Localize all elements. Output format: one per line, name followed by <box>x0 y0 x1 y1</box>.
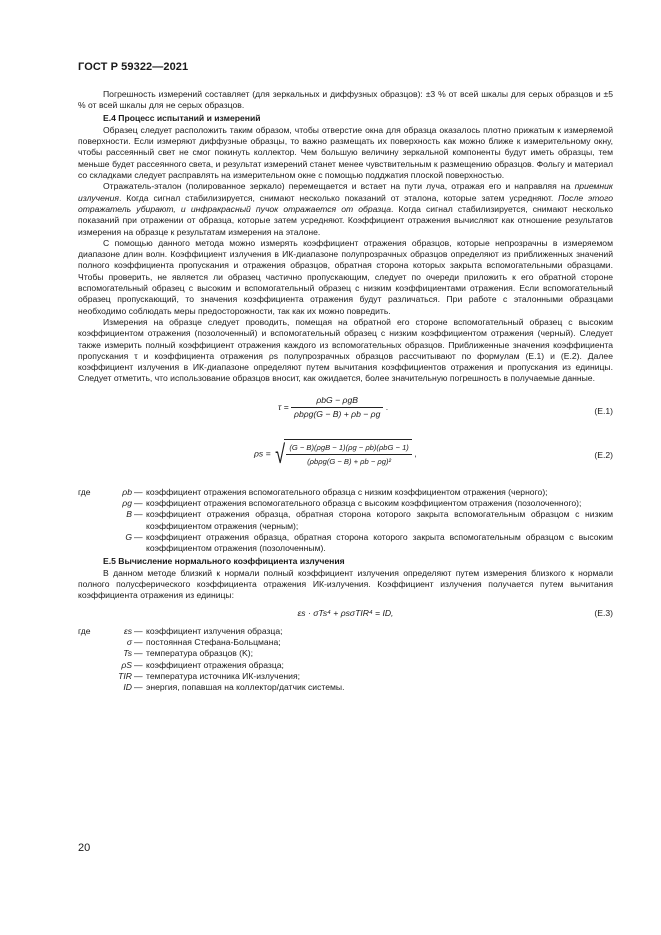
text-run: . Когда сигнал стабилизируется, снимают несколько показаний при отражении от образца, которые затем усредняют. Коэффициент отражения вычисляют как отношение результатов измерения на образце к результатам измерения на эталоне. <box>78 203 613 237</box>
definition-text: коэффициент отражения образца; <box>146 659 284 670</box>
document-body <box>78 89 613 693</box>
formula-lhs: ρs = <box>254 447 271 458</box>
document-header: ГОСТ Р 59322—2021 <box>78 61 189 73</box>
formula-numerator: ρbG − ρgB <box>291 395 383 408</box>
definition-text: коэффициент отражения образца, обратная сторона которого закрыта вспомогательным образцом с низким коэффициентом отражения (черным); <box>146 509 613 531</box>
paragraph-e5-1: В данном методе близкий к нормали полный коэффициент излучения определяют путем измерения близкого к нормали полного полусферического коэффициента отражения ИК-излучения. Коэффициент излучения получается путем вычитания коэффициента отражения из единицы: <box>78 567 613 601</box>
definition-text: коэффициент отражения образца, обратная сторона которого закрыта вспомогательным образцом с высоким коэффициентом отражения (позолоченным). <box>146 531 613 554</box>
dash-glyph: — <box>134 648 143 659</box>
definition-item <box>78 509 613 532</box>
paragraph-e4-3: С помощью данного метода можно измерять коэффициент отражения образцов, которые непрозрачны в измеряемом диапазоне длин волн. Коэффициент излучения в ИК-диапазоне полупрозрачных образцов определяют из приближенных значений полного коэффициента пропускания и отражения образцов, обратная сторона которых закрыта вспомогательными образцами. Чтобы проверить, не является ли образец частично пропускающим, следует по очереди приложить к его обратной стороне вспомогательный образец с высоким и вспомогательный образец с низким коэффициентами отражения. Если вспомогательный образец пропускающий, то значения коэффициента отражения будут различаться. При работе с эталонными образцами необходимо соблюдать меры предосторожности, так как их можно повредить. <box>78 237 613 316</box>
definition-item <box>78 682 613 693</box>
dash-glyph: — <box>134 636 143 647</box>
definition-symbol: σ <box>126 636 132 647</box>
formula-denominator: ρbρg(G − B) + ρb − ρg <box>294 409 381 420</box>
definition-symbol: ρg <box>122 498 132 509</box>
definitions-lead: где <box>78 486 91 497</box>
section-heading-e4: Е.4 Процесс испытаний и измерений <box>103 112 261 123</box>
definition-symbol: G <box>125 531 132 542</box>
definition-item <box>78 648 613 659</box>
formula-e3 <box>78 608 613 622</box>
definition-symbol: ρS <box>121 659 132 670</box>
formula-number: (Е.2) <box>594 449 613 460</box>
paragraph-e4-2 <box>78 181 613 237</box>
dash-glyph: — <box>134 531 143 542</box>
definitions-list-2 <box>78 626 613 694</box>
definition-item <box>78 637 613 648</box>
formula-body: εs · σTs⁴ + ρsσTIR⁴ = ID, <box>297 607 394 618</box>
dash-glyph: — <box>134 659 143 670</box>
definition-item <box>78 660 613 671</box>
square-root <box>273 439 412 469</box>
definition-symbol: TIR <box>118 670 132 681</box>
formula-e2 <box>78 439 613 479</box>
definition-text: коэффициент отражения вспомогательного образца с низким коэффициентом отражения (черного); <box>146 486 548 497</box>
definition-symbol: ID <box>123 682 132 693</box>
paragraph-e4-4: Измерения на образце следует проводить, помещая на обратной его стороне вспомогательный образец с высоким коэффициентом отражения (позолоченный) и вспомогательный образец с низким коэффициентом отражения (черный). Следует также измерить полный коэффициент отражения каждого из вспомогательных образцов. Приближенные значения коэффициента пропускания τ и коэффициента отражения ρs полупрозрачных образцов рассчитывают по формулам (Е.1) и (Е.2). Далее коэффициент излучения в ИК-диапазоне определяют путем вычитания коэффициентов отражения и пропускания из единицы. Следует отметить, что использование образцов вносит, как ожидается, более значительную погрешность в получаемые данные. <box>78 316 613 384</box>
radicand <box>284 439 412 469</box>
formula-numerator: (G − B)(ρgB − 1)(ρg − ρb)(ρbG − 1) <box>286 442 412 455</box>
formula-fraction <box>286 442 412 468</box>
definition-text: коэффициент отражения вспомогательного образца с высоким коэффициентом отражения (позолоченного); <box>146 498 582 509</box>
text-run-italic: приемник излучения <box>78 181 613 203</box>
dash-glyph: — <box>134 625 143 636</box>
formula-number: (Е.3) <box>594 607 613 618</box>
paragraph-e4-1: Образец следует расположить таким образом, чтобы отверстие окна для образца оказалось плотно прижатым к измеряемой поверхности. Если измеряют диффузные образцы, то важно размещать их поверхность как можно ближе к измерительному окну, чтобы рассеянный свет не смог покинуть коллектор. Чем большую величину зеркальной компоненты будут иметь образцы, тем меньше будет рассеянного света, и результат измерений станет менее чувствительным к размещению образцов. Фольгу и материал со складками следует расправлять на измерительном окне с помощью подджатия плоской поверхностью. <box>78 124 613 181</box>
definitions-list-1 <box>78 487 613 555</box>
paragraph-accuracy: Погрешность измерений составляет (для зеркальных и диффузных образцов): ±3 % от всей шкалы для серых образцов и ±5 % от всей шкалы для не серых образцов. <box>78 89 613 111</box>
radical-sign-icon: √ <box>275 438 286 469</box>
definition-symbol: ρb <box>122 486 132 497</box>
definition-item <box>78 532 613 555</box>
text-run: Отражатель-эталон (полированное зеркало) перемещается и встает на пути луча, отражая его и направляя на <box>103 181 575 192</box>
formula-number: (Е.1) <box>594 405 613 416</box>
formula-lhs: τ = <box>278 401 289 412</box>
definition-item <box>78 626 613 637</box>
definition-item <box>78 671 613 682</box>
formula-fraction <box>291 395 383 421</box>
definition-item <box>78 498 613 509</box>
text-run: . Когда сигнал стабилизируется, снимают несколько показаний от эталона, которые затем усредняют. <box>118 192 559 203</box>
dash-glyph: — <box>134 498 143 509</box>
definition-symbol: εs <box>123 625 132 636</box>
formula-e1-body <box>278 395 388 421</box>
definitions-lead: где <box>78 625 91 636</box>
definition-symbol: Ts <box>123 648 132 659</box>
definition-symbol: B <box>126 509 132 520</box>
page-number: 20 <box>78 842 91 854</box>
definition-item <box>78 487 613 498</box>
definition-text: коэффициент излучения образца; <box>146 625 283 636</box>
definition-text: температура источника ИК-излучения; <box>146 670 301 681</box>
formula-tail: . <box>385 401 389 412</box>
formula-denominator: (ρbρg(G − B) + ρb − ρg)² <box>307 457 392 467</box>
definition-text: постоянная Стефана-Больцмана; <box>146 636 281 647</box>
definition-text: энергия, попавшая на коллектор/датчик системы. <box>146 682 345 693</box>
formula-tail: , <box>414 447 417 458</box>
dash-glyph: — <box>134 670 143 681</box>
dash-glyph: — <box>134 682 143 693</box>
dash-glyph: — <box>134 486 143 497</box>
formula-e1 <box>78 395 613 429</box>
section-heading-e5: Е.5 Вычисление нормального коэффициента излучения <box>103 555 345 566</box>
definition-text: температура образцов (K); <box>146 648 254 659</box>
dash-glyph: — <box>134 509 143 520</box>
text-run-italic: После этого отражатель убирают, и инфракрасный пучок отражается от образца <box>78 192 613 214</box>
formula-e2-body <box>254 439 417 469</box>
